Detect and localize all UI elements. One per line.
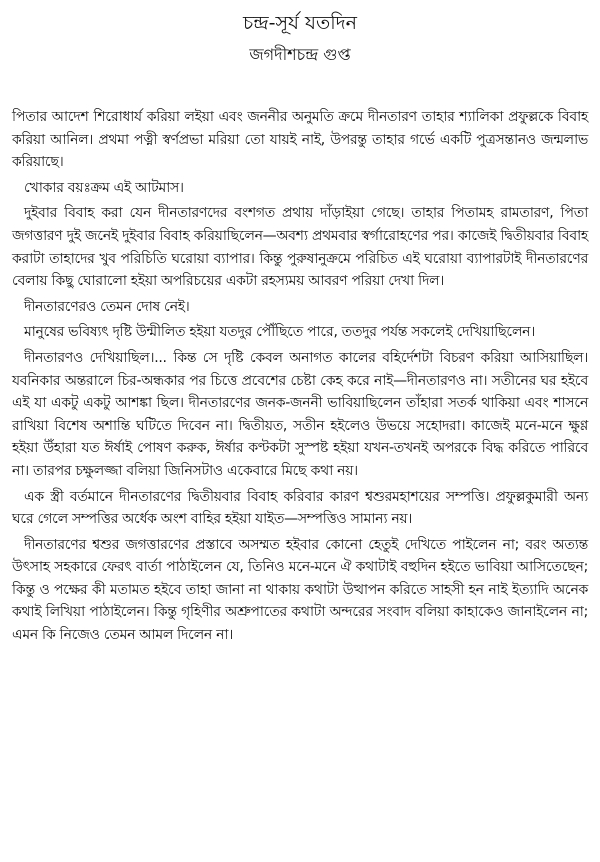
paragraph-5: মানুষের ভবিষ্যৎ দৃষ্টি উন্মীলিত হইয়া যতদুর পৌঁছিতে পারে, ততদুর পর্যন্ত সকলেই দেখিয়াছিলেন। (24, 324, 535, 341)
paragraph-1: পিতার আদেশ শিরোধার্য করিয়া লইয়া এবং জননীর অনুমতি ক্রমে দীনতারণ তাহার শ্যালিকা প্রফুল্লকে বিবাহ করিয়া আনিল। প্রথমা পত্নী স্বর্ণপ্রভা মরিয়া তো যায়ই নাই, উপরন্তু তাহার গর্ভে একটি পুত্রসন্তানও জন্মলাভ করিয়াছে। (12, 109, 588, 171)
paragraph-4: দীনতারণেরও তেমন দোষ নেই। (24, 298, 190, 315)
author-name: জগদীশচন্দ্র গুপ্ত (249, 45, 351, 64)
paragraph-6: দীনতারণও দেখিয়াছিল।... কিন্ত সে দৃষ্টি কেবল অনাগত কালের বহির্দেশটা বিচরণ করিয়া আসিয়াছিল। যবনিকার অন্তরালে চির-অন্ধকার পর চিত্তে প্রবেশের চেষ্টা কেহ করে নাই—দীনতারণও না। সতীনের ঘর হইবে এই যা একটু একটু আশঙ্কা ছিল। দীনতারণের জনক-জননী ভাবিয়াছিলেন তাঁহারা সতর্ক থাকিয়া এবং শাসনে রাখিয়া বিশেষ অশান্তি ঘটিতে দিবেন না। দ্বিতীয়ত, সতীন হইলেও উভয়ে সহোদরা। কাজেই মনে-মনে ক্ষুণ্ণ হইয়া উঁহারা যত ঈর্ষাই পোষণ করুক, ঈর্ষার কণ্টকটা সুস্পষ্ট হইয়া যখন-তখনই অপরকে বিদ্ধ করিতে পারিবে না। তারপর চক্ষুলজ্জা বলিয়া জিনিসটাও একেবারে মিছে কথা নয়। (12, 349, 588, 479)
paragraph-7: এক স্ত্রী বর্তমানে দীনতারণের দ্বিতীয়বার বিবাহ করিবার কারণ শ্বশুরমহাশয়ের সম্পত্তি। প্রফুল্লকুমারী অন্য ঘরে গেলে সম্পত্তির অর্ধেক অংশ বাহির হইয়া যাইত—সম্পত্তিও সামান্য নয়। (12, 488, 588, 528)
story-body (12, 106, 588, 647)
paragraph-2: খোকার বয়ঃক্রম এই আটমাস। (24, 179, 184, 196)
paragraph-8: দীনতারণের শ্বশুর জগত্তারণের প্রস্তাবে অসম্মত হইবার কোনো হেতুই দেখিতে পাইলেন না; বরং অত্যন্ত উৎসাহ সহকারে ফেরৎ বার্তা পাঠাইলেন যে, তিনিও মনে-মনে ঐ কথাটাই বহুদিন হইতে ভাবিয়া আসিতেছেন; কিন্তু ও পক্ষের কী মতামত হইবে তাহা জানা না থাকায় কথাটা উত্থাপন করিতে সাহসী হন নাই ইত্যাদি অনেক কথাই লিখিয়া পাঠাইলেন। কিন্তু গৃহিণীর অশ্রুপাতের কথাটা অন্দরের সংবাদ বলিয়া কাহাকেও জানাইলেন না; এমন কি নিজেও তেমন আমল দিলেন না। (12, 536, 588, 644)
paragraph-3: দুইবার বিবাহ করা যেন দীনতারণদের বংশগত প্রথায় দাঁড়াইয়া গেছে। তাহার পিতামহ রামতারণ, পিতা জগত্তারণ দুই জনেই দুইবার বিবাহ করিয়াছিলেন—অবশ্য প্রথমবার স্বর্গারোহণের পর। কাজেই দ্বিতীয়বার বিবাহ করাটা তাহাদের খুব পরিচিতি ঘরোয়া ব্যাপার। কিন্তু পুরুষানুক্রমে পরিচিত এই ঘরোয়া ব্যাপারটাই দীনতারণের বেলায় কিছু ঘোরালো হইয়া অপরিচয়ের একটা রহস্যময় আবরণ পরিয়া দেখা দিল। (12, 205, 588, 290)
story-title: চন্দ্র-সূর্য যতদিন (243, 12, 357, 34)
